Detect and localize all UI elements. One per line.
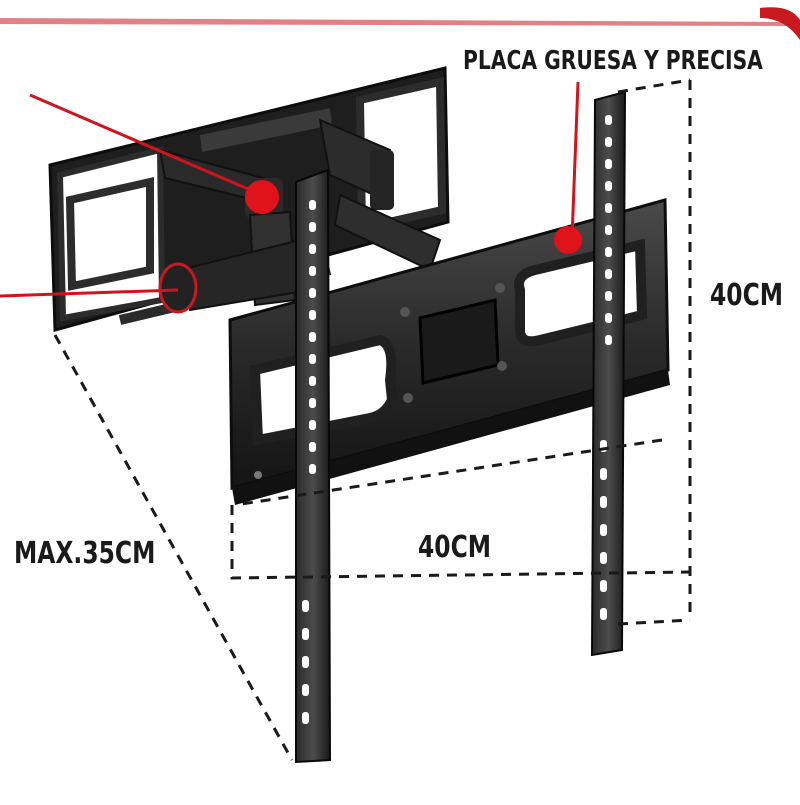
height-dimension-label: 40CM [710,278,784,313]
plate-caption: PLACA GRUESA Y PRECISA [463,46,763,76]
top-banner [0,0,800,40]
max-extension-label: MAX.35CM [14,536,156,571]
vertical-rail-left [296,170,330,762]
vertical-rail-right [592,92,625,655]
width-dimension-label: 40CM [418,530,492,565]
